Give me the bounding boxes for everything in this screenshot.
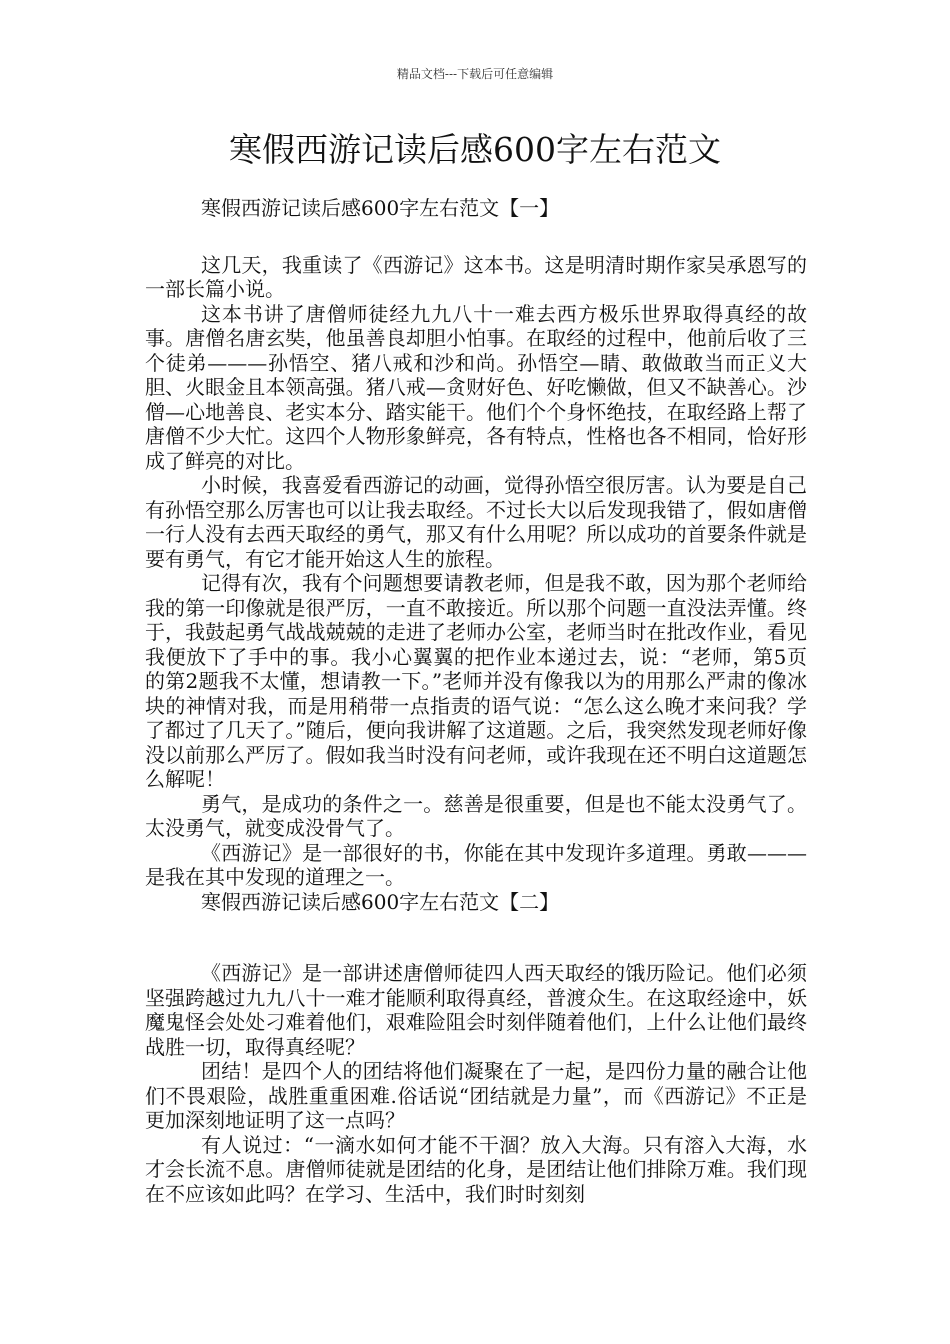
paragraph: 这几天，我重读了《西游记》这本书。这是明清时期作家吴承恩写的一部长篇小说。 <box>145 252 807 301</box>
header-note: 精品文档---下载后可任意编辑 <box>396 67 554 81</box>
paragraph: 小时候，我喜爱看西游记的动画，觉得孙悟空很厉害。认为要是自己有孙悟空那么厉害也可以让我去取经。不过长大以后发现我错了，假如唐僧一行人没有去西天取经的勇气，那又有什么用呢？所以成功的首要条件就是要有勇气，有它才能开始这人生的旅程。 <box>145 473 807 571</box>
paragraph: 《西游记》是一部讲述唐僧师徒四人西天取经的饿历险记。他们必须坚强跨越过九九八十一难才能顺利取得真经，普渡众生。在这取经途中，妖魔鬼怪会处处刁难着他们，艰难险阻会时刻伴随着他们，上什么让他们最终战胜一切，取得真经呢？ <box>145 961 807 1059</box>
paragraph: 这本书讲了唐僧师徒经九九八十一难去西方极乐世界取得真经的故事。唐僧名唐玄奘，他虽善良却胆小怕事。在取经的过程中，他前后收了三个徒弟———孙悟空、猪八戒和沙和尚。孙悟空—睛、敢做敢当而正义大胆、火眼金且本领高强。猪八戒—贪财好色、好吃懒做，但又不缺善心。沙僧—心地善良、老实本分、踏实能干。他们个个身怀绝技，在取经路上帮了唐僧不少大忙。这四个人物形象鲜亮，各有特点，性格也各不相同，恰好形成了鲜亮的对比。 <box>145 301 807 473</box>
paragraph: 记得有次，我有个问题想要请教老师，但是我不敢，因为那个老师给我的第一印像就是很严厉，一直不敢接近。所以那个问题一直没法弄懂。终于，我鼓起勇气战战兢兢的走进了老师办公室，老师当时在批改作业，看见我便放下了手中的事。我小心翼翼的把作业本递过去，说：“老师，第5页的第2题我不太懂，想请教一下。”老师并没有像我以为的用那么严肃的像冰块的神情对我，而是用稍带一点指责的语气说：“怎么这么晚才来问我？学了都过了几天了。”随后，便向我讲解了这道题。之后，我突然发现老师好像没以前那么严厉了。假如我当时没有问老师，或许我现在还不明白这道题怎么解呢！ <box>145 571 807 791</box>
document-title: 寒假西游记读后感600字左右范文 <box>229 130 721 169</box>
section-heading-1: 寒假西游记读后感600字左右范文【一】 <box>201 196 560 220</box>
section-heading-2: 寒假西游记读后感600字左右范文【二】 <box>201 889 560 914</box>
paragraph: 团结！是四个人的团结将他们凝聚在了一起，是四份力量的融合让他们不畏艰险，战胜重重困难.俗话说“团结就是力量”，而《西游记》不正是更加深刻地证明了这一点吗？ <box>145 1059 807 1132</box>
paragraph: 有人说过：“一滴水如何才能不干涸？放入大海。只有溶入大海，水才会长流不息。唐僧师徒就是团结的化身，是团结让他们排除万难。我们现在不应该如此吗？在学习、生活中，我们时时刻刻 <box>145 1132 807 1206</box>
paragraph: 《西游记》是一部很好的书，你能在其中发现许多道理。勇敢———是我在其中发现的道理之一。 <box>145 840 807 889</box>
paragraph: 勇气，是成功的条件之一。慈善是很重要，但是也不能太没勇气了。太没勇气，就变成没骨气了。 <box>145 791 807 840</box>
document-body <box>145 196 807 1206</box>
